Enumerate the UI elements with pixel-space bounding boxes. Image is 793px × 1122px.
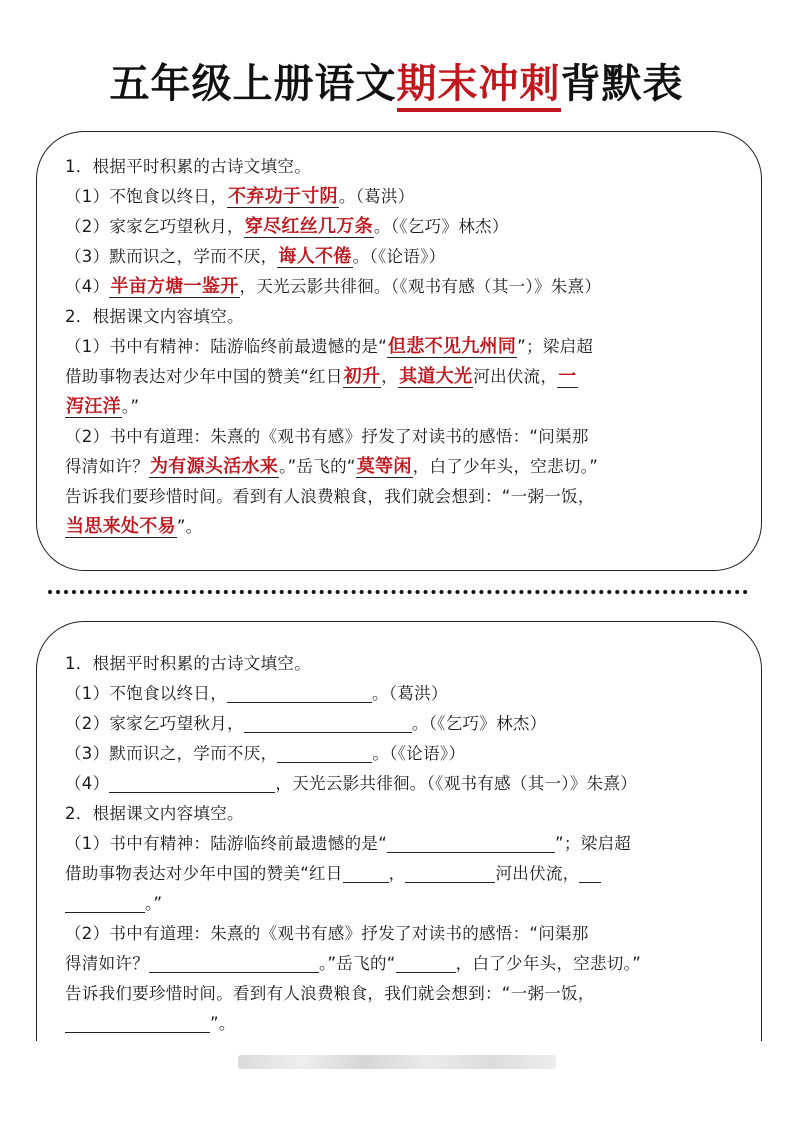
q1-4-line <box>65 769 739 799</box>
q2-1-text-a: （1）书中有精神：陆游临终前最遗憾的是“ <box>65 337 388 356</box>
q2-2-text-d: ，白了少年头，空悲切。” <box>455 954 642 973</box>
q2-1-text-f: 。” <box>121 397 140 416</box>
q1-1-pre: （1）不饱食以终日， <box>65 187 227 206</box>
q1-2-line <box>65 212 739 242</box>
q2-2-line-a: （2）书中有道理：朱熹的《观书有感》抒发了对读书的感悟：“问渠那 <box>65 924 589 943</box>
q2-1-text-b: ”；梁启超 <box>517 337 594 356</box>
q2-2-line-b <box>65 452 739 482</box>
q1-4-blank[interactable] <box>109 774 275 793</box>
q2-2-blank-2[interactable] <box>396 954 456 973</box>
q1-1-pre: （1）不饱食以终日， <box>65 684 227 703</box>
q2-2-answer-3: 当思来处不易 <box>66 516 176 537</box>
q2-1-line-a <box>65 332 739 362</box>
q2-1-blank-2[interactable] <box>343 864 389 883</box>
q1-1-blank[interactable] <box>227 684 372 703</box>
q2-1-answer-3: 其道大光 <box>399 366 473 387</box>
q1-4-answer: 半亩方塘一鉴开 <box>110 276 239 297</box>
q2-1-text-c: 借助事物表达对少年中国的赞美“红日 <box>65 864 343 883</box>
q2-2-text-b: 得清如许？ <box>65 457 149 476</box>
q2-2-text-c: 。”岳飞的“ <box>279 457 356 476</box>
q1-3-post: 。（《论语》） <box>372 744 466 763</box>
q2-2-line-d <box>65 512 739 542</box>
q2-2-line-c: 告诉我们要珍惜时间。看到有人浪费粮食，我们就会想到：“一粥一饭， <box>65 487 595 506</box>
practice-panel <box>36 621 762 1041</box>
q1-1-line <box>65 679 739 709</box>
page-title <box>0 52 793 109</box>
q1-title: 1．根据平时积累的古诗文填空。 <box>65 654 311 673</box>
q2-2-answer-2: 莫等闲 <box>356 456 412 477</box>
q2-2-text-f: ”。 <box>176 517 203 536</box>
q2-2-text-b: 得清如许？ <box>65 954 149 973</box>
q1-3-blank[interactable] <box>277 744 372 763</box>
q2-title: 2．根据课文内容填空。 <box>65 307 244 326</box>
q1-1-post: 。（葛洪） <box>372 684 448 703</box>
q1-2-blank[interactable] <box>244 714 412 733</box>
q2-1-text-e: 河出伏流， <box>495 864 580 883</box>
q2-1-text-d: ， <box>381 367 399 386</box>
q2-2-blank-1[interactable] <box>149 954 319 973</box>
q2-1-text-b: ”；梁启超 <box>555 834 632 853</box>
q1-4-post: ，天光云影共徘徊。（《观书有感（其一）》朱熹） <box>275 774 638 793</box>
q2-2-answer-1: 为有源头活水来 <box>150 456 279 477</box>
q2-1-text-a: （1）书中有精神：陆游临终前最遗憾的是“ <box>65 834 388 853</box>
q1-2-line <box>65 709 739 739</box>
q2-1-line-b <box>65 362 739 392</box>
q2-1-line-a <box>65 829 739 859</box>
q1-4-line <box>65 272 739 302</box>
q2-2-text-c: 。”岳飞的“ <box>319 954 396 973</box>
q2-1-text-f: 。” <box>145 894 163 913</box>
q2-2-line-d <box>65 1009 739 1039</box>
q1-2-pre: （2）家家乞巧望秋月， <box>65 217 244 236</box>
q2-1-text-d: ， <box>388 864 406 883</box>
q2-title: 2．根据课文内容填空。 <box>65 804 244 823</box>
q1-4-pre: （4） <box>65 277 110 296</box>
q2-1-blank-3[interactable] <box>405 864 495 883</box>
q1-3-post: 。（《论语》） <box>352 247 446 266</box>
q2-1-blank-1[interactable] <box>387 834 555 853</box>
q1-2-pre: （2）家家乞巧望秋月， <box>65 714 244 733</box>
q1-title: 1．根据平时积累的古诗文填空。 <box>65 157 311 176</box>
q1-3-line <box>65 739 739 769</box>
q1-3-pre: （3）默而识之，学而不厌， <box>65 744 278 763</box>
q1-3-answer: 诲人不倦 <box>278 246 352 267</box>
q1-2-post: 。（《乞巧》林杰） <box>373 217 509 236</box>
q2-1-answer-4b: 泻汪洋 <box>66 396 121 417</box>
q2-1-line-b <box>65 859 739 889</box>
q2-1-text-e: 河出伏流， <box>473 367 558 386</box>
q2-2-line-a: （2）书中有道理：朱熹的《观书有感》抒发了对读书的感悟：“问渠那 <box>65 427 589 446</box>
q1-2-post: 。（《乞巧》林杰） <box>411 714 547 733</box>
q2-2-line-b <box>65 949 739 979</box>
title-highlight: 期末冲刺 <box>397 61 561 112</box>
q2-1-answer-4a: 一 <box>558 366 577 387</box>
q1-1-answer: 不弃功于寸阴 <box>228 186 338 207</box>
q2-1-answer-2: 初升 <box>343 366 381 387</box>
q1-3-line <box>65 242 739 272</box>
q2-1-blank-4b[interactable] <box>65 894 145 913</box>
q1-4-post: ，天光云影共徘徊。（《观书有感（其一）》朱熹） <box>239 277 602 296</box>
q2-1-line-c <box>65 889 739 919</box>
q2-2-line-c: 告诉我们要珍惜时间。看到有人浪费粮食，我们就会想到：“一粥一饭， <box>65 984 595 1003</box>
dotted-divider <box>48 590 748 594</box>
q2-1-text-c: 借助事物表达对少年中国的赞美“红日 <box>65 367 343 386</box>
q1-4-pre: （4） <box>65 774 110 793</box>
q2-1-blank-4a[interactable] <box>579 864 601 883</box>
blurred-footer-watermark <box>238 1055 556 1069</box>
title-suffix: 背默表 <box>560 61 684 107</box>
title-prefix: 五年级上册语文 <box>109 61 397 107</box>
q2-2-text-d: ，白了少年头，空悲切。” <box>412 457 599 476</box>
q2-1-answer-1: 但悲不见九州同 <box>388 336 517 357</box>
q1-2-answer: 穿尽红丝几万条 <box>244 216 373 237</box>
q2-2-blank-3[interactable] <box>65 1014 210 1033</box>
q2-1-line-c <box>65 392 739 422</box>
q1-1-line <box>65 182 739 212</box>
q1-3-pre: （3）默而识之，学而不厌， <box>65 247 278 266</box>
answer-panel <box>36 131 762 571</box>
q2-2-text-f: ”。 <box>210 1014 236 1033</box>
q1-1-post: 。（葛洪） <box>338 187 415 206</box>
